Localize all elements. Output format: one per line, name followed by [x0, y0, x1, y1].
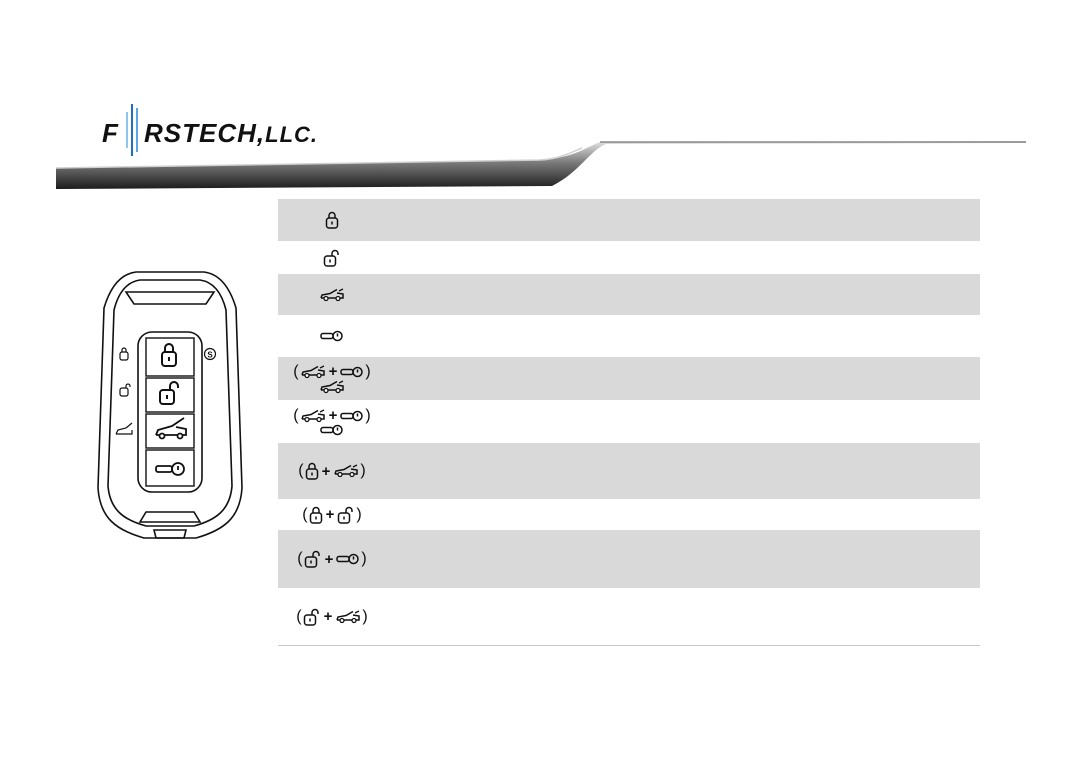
trunk-icon: [300, 365, 326, 379]
button-combo-cell: [278, 211, 386, 229]
trunk-icon: [319, 380, 345, 394]
plus-sign: +: [328, 407, 338, 424]
button-combo: [296, 550, 367, 568]
lock-icon: [325, 211, 339, 229]
unlock-icon: [304, 550, 322, 568]
command-row: [278, 588, 980, 645]
paren-close: ): [362, 607, 368, 625]
button-combo-cell: [278, 506, 386, 524]
button-combo-cell: [278, 550, 386, 568]
button-combo-cell: [278, 249, 386, 267]
svg-text:S: S: [207, 350, 213, 360]
button-combo-cell: [278, 408, 386, 436]
plus-sign: +: [325, 506, 335, 523]
button-combo: [297, 462, 366, 480]
button-combo: [292, 408, 371, 424]
button-combo: [325, 211, 339, 229]
plus-sign: +: [324, 550, 334, 568]
lock-icon: [305, 462, 319, 480]
logo-brand-name: RSTECH,LLC.: [144, 118, 319, 148]
paren-open: (: [293, 406, 299, 424]
command-row: [278, 274, 980, 315]
command-row: [278, 241, 980, 274]
table-bottom-rule: [278, 645, 980, 646]
paren-open: (: [298, 462, 304, 479]
paren-open: (: [302, 505, 308, 523]
button-combo-then: [320, 424, 344, 436]
button-combo-cell: [278, 288, 386, 302]
button-combo: [292, 364, 371, 380]
command-row: [278, 499, 980, 530]
button-combo-cell: [278, 608, 386, 626]
button-combo: [320, 330, 344, 342]
start-key-icon: [340, 410, 364, 422]
start-key-icon: [336, 553, 360, 565]
button-combo-cell: [278, 330, 386, 342]
button-combo-cell: [278, 462, 386, 480]
unlock-icon: [337, 506, 355, 524]
trunk-icon: [335, 610, 361, 624]
fob-side-unlock-icon: [120, 384, 130, 396]
button-combo-cell: [278, 364, 386, 394]
start-key-icon: [320, 330, 344, 342]
paren-close: ): [361, 550, 367, 567]
paren-open: (: [296, 607, 302, 625]
lock-icon: [309, 506, 323, 524]
trunk-icon: [333, 464, 359, 478]
plus-sign: +: [328, 363, 338, 380]
unlock-icon: [323, 249, 341, 267]
remote-command-table: [278, 199, 980, 646]
button-combo: [301, 506, 362, 524]
key-fob-illustration: [96, 268, 244, 546]
paren-open: (: [297, 550, 303, 567]
button-combo: [319, 288, 345, 302]
start-key-icon: [340, 366, 364, 378]
paren-close: ): [365, 362, 371, 380]
paren-close: ): [365, 406, 371, 424]
logo-bars: [122, 104, 142, 156]
fob-side-trunk-icon: [116, 423, 132, 434]
trunk-icon: [300, 409, 326, 423]
button-combo: [295, 608, 368, 626]
command-row: [278, 199, 980, 241]
plus-sign: +: [321, 462, 331, 480]
command-row: [278, 357, 980, 400]
paren-open: (: [293, 362, 299, 380]
header-swoosh: [0, 0, 1084, 200]
paren-close: ): [360, 462, 366, 479]
command-row: [278, 530, 980, 588]
button-combo-then: [319, 380, 345, 394]
firstech-logo: [102, 104, 362, 156]
start-key-icon: [320, 424, 344, 436]
command-row: [278, 400, 980, 443]
logo-letter-f: F: [102, 118, 119, 148]
trunk-icon: [319, 288, 345, 302]
command-row: [278, 315, 980, 357]
button-combo: [323, 249, 341, 267]
fob-side-lock-icon: [120, 348, 128, 360]
command-row: [278, 443, 980, 499]
unlock-icon: [303, 608, 321, 626]
paren-close: ): [356, 505, 362, 523]
plus-sign: +: [323, 608, 333, 625]
